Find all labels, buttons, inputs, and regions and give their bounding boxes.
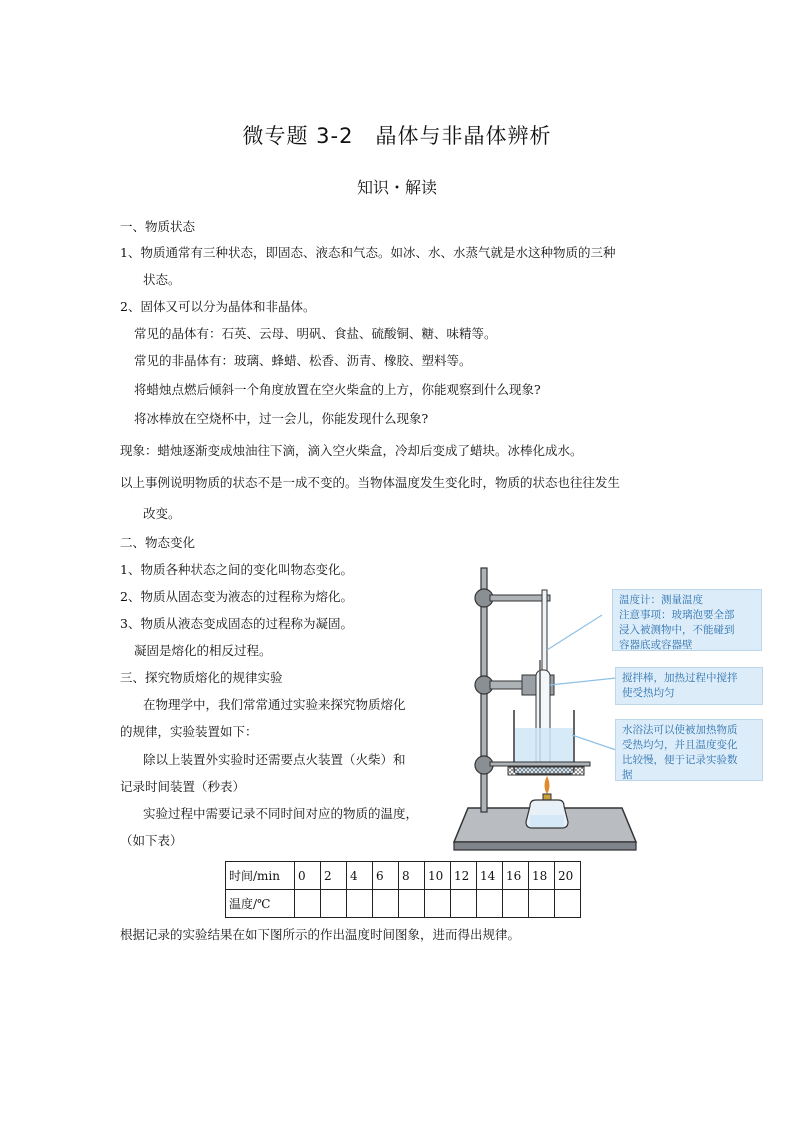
- table-cell: [373, 890, 399, 918]
- time-temperature-table: [225, 861, 581, 918]
- table-cell: [295, 890, 321, 918]
- section2-paragraph: 3、物质从液态变成固态的过程称为凝固。: [120, 616, 353, 631]
- table-cell: 18: [529, 862, 555, 890]
- thermometer-callout: [612, 589, 762, 651]
- flame: [545, 776, 550, 794]
- callout-line: 受热均匀，并且温度变化: [622, 739, 738, 751]
- callout-line: 使受热均匀: [622, 687, 675, 699]
- callout-leader: [572, 735, 616, 750]
- page-subtitle: 知识・解读: [356, 178, 437, 197]
- section1-paragraph: 常见的非晶体有：玻璃、蜂蜡、松香、沥青、橡胶、塑料等。: [134, 353, 472, 368]
- table-cell: [555, 890, 581, 918]
- section3-paragraph: （如下表）: [120, 833, 183, 848]
- table-cell: [399, 890, 425, 918]
- section3-paragraph: 的规律，实验装置如下：: [120, 724, 258, 739]
- table-cell: 8: [399, 862, 425, 890]
- table-cell: 2: [321, 862, 347, 890]
- table-cell: 20: [555, 862, 581, 890]
- callout-leader: [550, 678, 616, 685]
- table-cell: 0: [295, 862, 321, 890]
- section1-heading: 一、物质状态: [120, 219, 196, 234]
- table-header-cell: 温度/℃: [226, 890, 295, 918]
- table-cell: [425, 890, 451, 918]
- section3-paragraph: 在物理学中，我们常常通过实验来探究物质熔化: [143, 697, 406, 712]
- table-row: [226, 862, 581, 890]
- callout-leader: [547, 615, 602, 650]
- section2-paragraph: 1、物质各种状态之间的变化叫物态变化。: [120, 562, 353, 577]
- section3-paragraph: 根据记录的实验结果在如下图所示的作出温度时间图象，进而得出规律。: [120, 927, 521, 942]
- section2-paragraph: 凝固是熔化的相反过程。: [134, 643, 272, 658]
- callout-line: 据: [622, 769, 633, 781]
- table-cell: 10: [425, 862, 451, 890]
- section1-paragraph: 常见的晶体有：石英、云母、明矾、食盐、硫酸铜、糖、味精等。: [134, 326, 497, 341]
- section3-paragraph: 实验过程中需要记录不同时间对应的物质的温度，: [143, 806, 419, 821]
- table-header-cell: 时间/min: [226, 862, 295, 890]
- table-cell: [451, 890, 477, 918]
- table-row: [226, 890, 581, 918]
- callout-line: 温度计：测量温度: [619, 594, 703, 606]
- page-title: 微专题 3-2 晶体与非晶体辨析: [242, 124, 552, 148]
- callout-line: 容器底或容器壁: [619, 639, 693, 651]
- section1-paragraph: 现象：蜡烛逐渐变成烛油往下滴，滴入空火柴盒，冷却后变成了蜡块。冰棒化成水。: [120, 443, 583, 458]
- section1-paragraph: 将蜡烛点燃后倾斜一个角度放置在空火柴盒的上方，你能观察到什么现象?: [134, 382, 541, 397]
- callout-line: 浸入被测物中，不能碰到: [619, 624, 735, 636]
- table-cell: 14: [477, 862, 503, 890]
- section1-paragraph: 1、物质通常有三种状态，即固态、液态和气态。如冰、水、水蒸气就是水这种物质的三种: [120, 245, 616, 260]
- section1-paragraph: 将冰棒放在空烧杯中，过一会儿，你能发现什么现象?: [134, 411, 429, 426]
- section3-paragraph: 除以上装置外实验时还需要点火装置（火柴）和: [143, 752, 406, 767]
- callout-line: 比较慢，便于记录实验数: [622, 754, 738, 766]
- table-cell: [347, 890, 373, 918]
- wire-gauze: [508, 767, 584, 775]
- section1-paragraph: 以上事例说明物质的状态不是一成不变的。当物体温度发生变化时，物质的状态也往往发生: [120, 475, 621, 490]
- callout-line: 注意事项：玻璃泡要全部: [619, 609, 735, 621]
- section3-heading: 三、探究物质熔化的规律实验: [120, 670, 283, 685]
- table-cell: 4: [347, 862, 373, 890]
- table-cell: 6: [373, 862, 399, 890]
- section2-heading: 二、物态变化: [120, 535, 196, 550]
- table-cell: [321, 890, 347, 918]
- section1-paragraph: 2、固体又可以分为晶体和非晶体。: [120, 299, 316, 314]
- table-cell: 16: [503, 862, 529, 890]
- table-cell: 12: [451, 862, 477, 890]
- stirrer-callout: [615, 667, 763, 705]
- callout-line: 水浴法可以使被加热物质: [622, 724, 738, 736]
- callout-line: 搅拌棒，加热过程中搅拌: [622, 672, 738, 684]
- table-cell: [477, 890, 503, 918]
- section2-paragraph: 2、物质从固态变为液态的过程称为熔化。: [120, 589, 353, 604]
- water-bath-callout: [615, 719, 763, 781]
- section3-paragraph: 记录时间装置（秒表）: [120, 779, 246, 794]
- table-cell: [529, 890, 555, 918]
- section1-paragraph: 改变。: [143, 506, 181, 521]
- table-cell: [503, 890, 529, 918]
- section1-paragraph: 状态。: [143, 272, 181, 287]
